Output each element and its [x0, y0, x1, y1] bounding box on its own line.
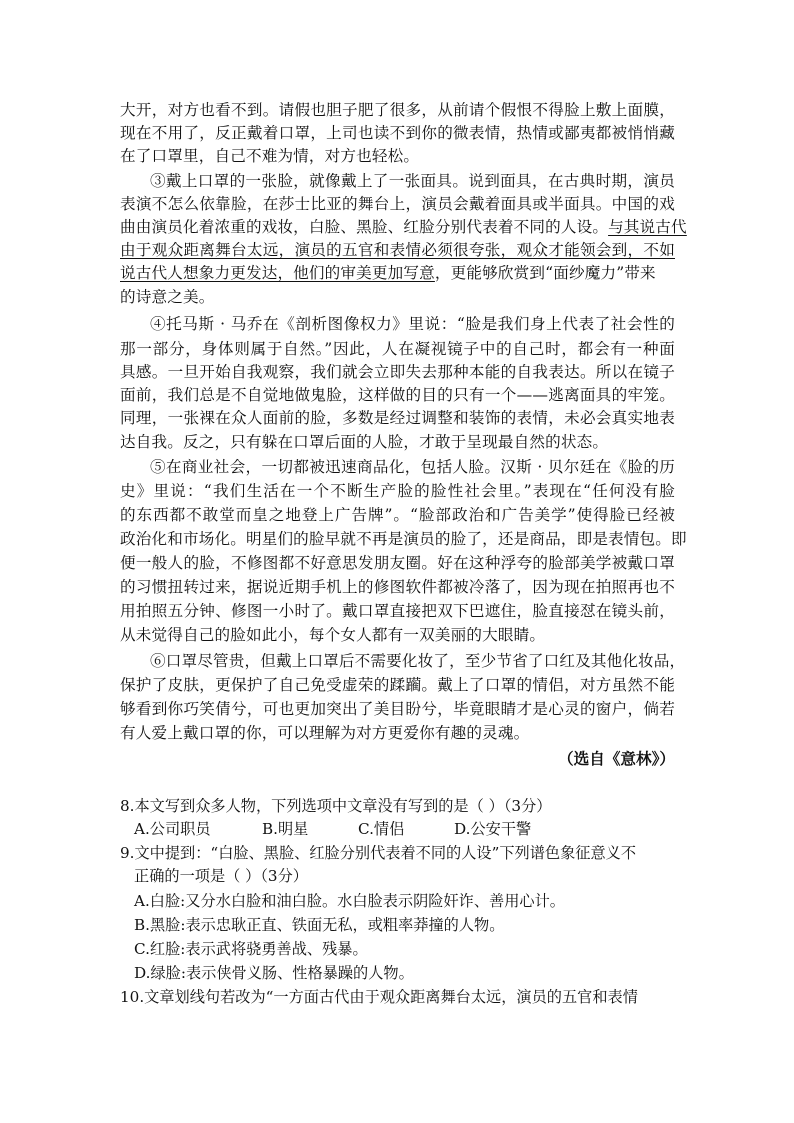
- question-10-stem: 10.文章划线句若改为“一方面古代由于观众距离舞台太远，演员的五官和表情: [120, 988, 638, 1006]
- paragraph-5-line: 的东西都不敢堂而皇之地登上广告牌”。“脸部政治和广告美学”使得脸已经被: [120, 506, 675, 524]
- paragraph-4-line: 面前，我们总是不自觉地做鬼脸，这样做的目的只有一个——逃离面具的牢笼。: [120, 386, 675, 404]
- passage-line: 大开，对方也看不到。请假也胆子肥了很多，从前请个假恨不得脸上敷上面膜，: [120, 101, 675, 119]
- question-9-option-a: A.白脸:又分水白脸和油白脸。水白脸表示阴险奸诈、善用心计。: [134, 892, 565, 910]
- paragraph-5-line: 从未觉得自己的脸如此小，每个女人都有一双美丽的大眼睛。: [120, 626, 546, 644]
- paragraph-3-text: 曲由演员化着浓重的戏妆，白脸、黑脸、红脸分别代表着不同的人设。: [120, 218, 609, 236]
- question-8-stem: 8.本文写到众多人物，下列选项中文章没有写到的是（ ）（3分）: [120, 797, 552, 815]
- underlined-sentence: 说古代人想象力更发达，他们的审美更加写意: [120, 264, 435, 282]
- question-9-stem: 正确的一项是（ ）（3分）: [134, 867, 308, 885]
- paragraph-5-line: 政治化和市场化。明星们的脸早就不再是演员的脸了，还是商品，即是表情包。即: [120, 530, 687, 548]
- underlined-sentence: 由于观众距离舞台太远，演员的五官和表情必须很夸张，观众才能领会到，不如: [120, 241, 675, 259]
- paragraph-6-line: 保护了皮肤，更保护了自己免受虚荣的蹂躏。戴上了口罩的情侣，对方虽然不能: [120, 676, 675, 694]
- paragraph-3-line: 表演不怎么依靠脸，在莎士比亚的舞台上，演员会戴着面具或半面具。中国的戏: [120, 195, 675, 213]
- question-8-option-b: B.明星: [262, 820, 309, 838]
- paragraph-6-line: ⑥口罩尽管贵，但戴上口罩后不需要化妆了，至少节省了口红及其他化妆品，: [150, 652, 686, 670]
- paragraph-3-text: ，更能够欣赏到“面纱魔力”带来: [434, 264, 656, 282]
- paragraph-6-line: 够看到你巧笑倩兮，可也更加突出了美目盼兮，毕竟眼睛才是心灵的窗户，倘若: [120, 700, 675, 718]
- paragraph-4-line: 具感。一旦开始自我观察，我们就会立即失去那种本能的自我表达。所以在镜子: [120, 363, 675, 381]
- paragraph-5-line: 用拍照五分钟、修图一小时了。戴口罩直接把双下巴遮住，脸直接怼在镜头前，: [120, 602, 675, 620]
- paragraph-4-line: 同理，一张裸在众人面前的脸，多数是经过调整和装饰的表情，未必会真实地表: [120, 409, 675, 427]
- source-citation: （选自《意林》）: [558, 749, 675, 768]
- paragraph-5-line: 便一般人的脸，不修图都不好意思发朋友圈。好在这种浮夸的脸部美学被戴口罩: [120, 554, 675, 572]
- paragraph-3-line: [120, 262, 675, 284]
- passage-line: 现在不用了，反正戴着口罩，上司也读不到你的微表情，热情或鄙夷都被悄悄藏: [120, 124, 675, 142]
- question-8-option-a: A.公司职员: [134, 820, 211, 838]
- paragraph-5-line: 史》里说：“我们生活在一个不断生产脸的脸性社会里。”表现在“任何没有脸: [120, 482, 675, 500]
- paragraph-3-line: ③戴上口罩的一张脸，就像戴上了一张面具。说到面具，在古典时期，演员: [150, 172, 675, 190]
- question-9-stem: 9.文中提到：“白脸、黑脸、红脸分别代表着不同的人设”下列谱色象征意义不: [120, 844, 637, 862]
- question-9-option-d: D.绿脸:表示侠骨义肠、性格暴躁的人物。: [134, 964, 414, 982]
- paragraph-5-line: 的习惯扭转过来，据说近期手机上的修图软件都被冷落了，因为现在拍照再也不: [120, 578, 675, 596]
- paragraph-5-line: ⑤在商业社会，一切都被迅速商品化，包括人脸。汉斯 · 贝尔廷在《脸的历: [150, 458, 675, 476]
- paragraph-6-line: 有人爱上戴口罩的你，可以理解为对方更爱你有趣的灵魂。: [120, 724, 530, 742]
- question-9-option-b: B.黑脸:表示忠耿正直、铁面无私，或粗率莽撞的人物。: [134, 916, 505, 934]
- paragraph-3-line: 的诗意之美。: [120, 288, 215, 306]
- question-8-option-c: C.情侣: [358, 820, 405, 838]
- paragraph-3-line: [120, 216, 687, 238]
- paragraph-4-line: 达自我。反之，只有躲在口罩后面的人脸，才敢于呈现最自然的状态。: [120, 433, 609, 451]
- underlined-sentence: 与其说古代: [608, 218, 687, 236]
- passage-line: 在了口罩里，自己不难为情，对方也轻松。: [120, 147, 420, 165]
- paragraph-4-line: 那一部分，身体则属于自然。”因此，人在凝视镜子中的自己时，都会有一种面: [120, 340, 675, 358]
- question-9-option-c: C.红脸:表示武将骁勇善战、残暴。: [134, 940, 368, 958]
- paragraph-4-line: ④托马斯 · 马乔在《剖析图像权力》里说：“脸是我们身上代表了社会性的: [150, 315, 675, 333]
- question-8-option-d: D.公安干警: [454, 820, 532, 838]
